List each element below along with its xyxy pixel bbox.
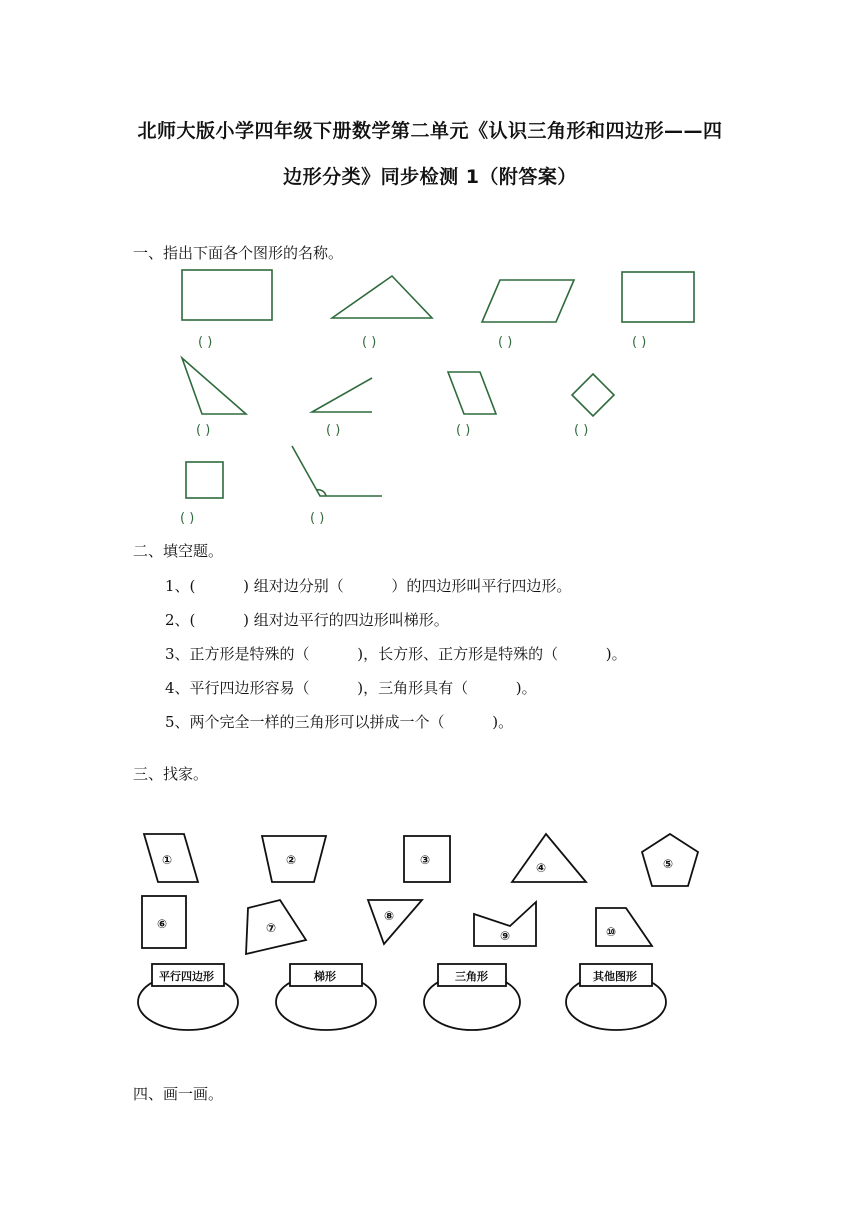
- home-label-parallelogram: 平行四边形: [159, 970, 214, 983]
- shape-number-9: ⑨: [500, 929, 511, 943]
- shape-10-right-trapezoid: [596, 908, 652, 946]
- home-label-trapezoid: 梯形: [314, 970, 336, 983]
- paren-3: ( ): [498, 335, 513, 350]
- paren-1: ( ): [198, 335, 213, 350]
- fill-blank-4: 4、平行四边形容易（ )，三角形具有（ )。: [165, 679, 537, 697]
- shape-number-1: ①: [162, 853, 173, 867]
- figure-rectangle: [182, 270, 272, 320]
- figure-parallelogram: [482, 280, 574, 322]
- figure-right-triangle: [182, 358, 246, 414]
- section-2-heading: 二、填空题。: [133, 542, 224, 560]
- paren-6: ( ): [326, 423, 341, 438]
- figure-obtuse-angle: [292, 446, 382, 496]
- section-1-figures: [0, 262, 860, 552]
- shape-number-7: ⑦: [266, 921, 277, 935]
- shape-8-triangle: [368, 900, 422, 944]
- shape-number-8: ⑧: [384, 909, 395, 923]
- fill-blank-5: 5、两个完全一样的三角形可以拼成一个（ )。: [165, 713, 514, 731]
- fill-blank-2: 2、( ) 组对边平行的四边形叫梯形。: [165, 611, 449, 629]
- section-3-heading: 三、找家。: [133, 765, 209, 783]
- section-4-heading: 四、画一画。: [133, 1085, 224, 1103]
- figure-square: [186, 462, 223, 498]
- paren-7: ( ): [456, 423, 471, 438]
- section-1-heading: 一、指出下面各个图形的名称。: [133, 244, 344, 262]
- shape-number-5: ⑤: [663, 857, 674, 871]
- title-line-2: 边形分类》同步检测 1（附答案）: [283, 166, 577, 188]
- title-line-1: 北师大版小学四年级下册数学第二单元《认识三角形和四边形——四: [137, 120, 723, 142]
- fill-blank-3: 3、正方形是特殊的（ )，长方形、正方形是特殊的（ )。: [165, 645, 627, 663]
- paren-10: ( ): [310, 511, 325, 526]
- home-label-other: 其他图形: [593, 970, 637, 983]
- shape-number-4: ④: [536, 861, 547, 875]
- shape-number-10: ⑩: [606, 925, 617, 939]
- figure-parallelogram-2: [448, 372, 496, 414]
- figure-triangle: [332, 276, 432, 318]
- shape-4-triangle: [512, 834, 586, 882]
- figure-rectangle-2: [622, 272, 694, 322]
- figure-angle: [312, 378, 372, 412]
- shape-number-2: ②: [286, 853, 297, 867]
- figure-square-rotated: [572, 374, 614, 416]
- paren-9: ( ): [180, 511, 195, 526]
- paren-2: ( ): [362, 335, 377, 350]
- shape-number-3: ③: [420, 853, 431, 867]
- section-3-figures: [0, 820, 860, 1050]
- paren-5: ( ): [196, 423, 211, 438]
- fill-blank-1: 1、( ) 组对边分别（ ）的四边形叫平行四边形。: [165, 577, 572, 595]
- paren-4: ( ): [632, 335, 647, 350]
- paren-8: ( ): [574, 423, 589, 438]
- home-label-triangle: 三角形: [455, 970, 488, 983]
- shape-number-6: ⑥: [157, 917, 168, 931]
